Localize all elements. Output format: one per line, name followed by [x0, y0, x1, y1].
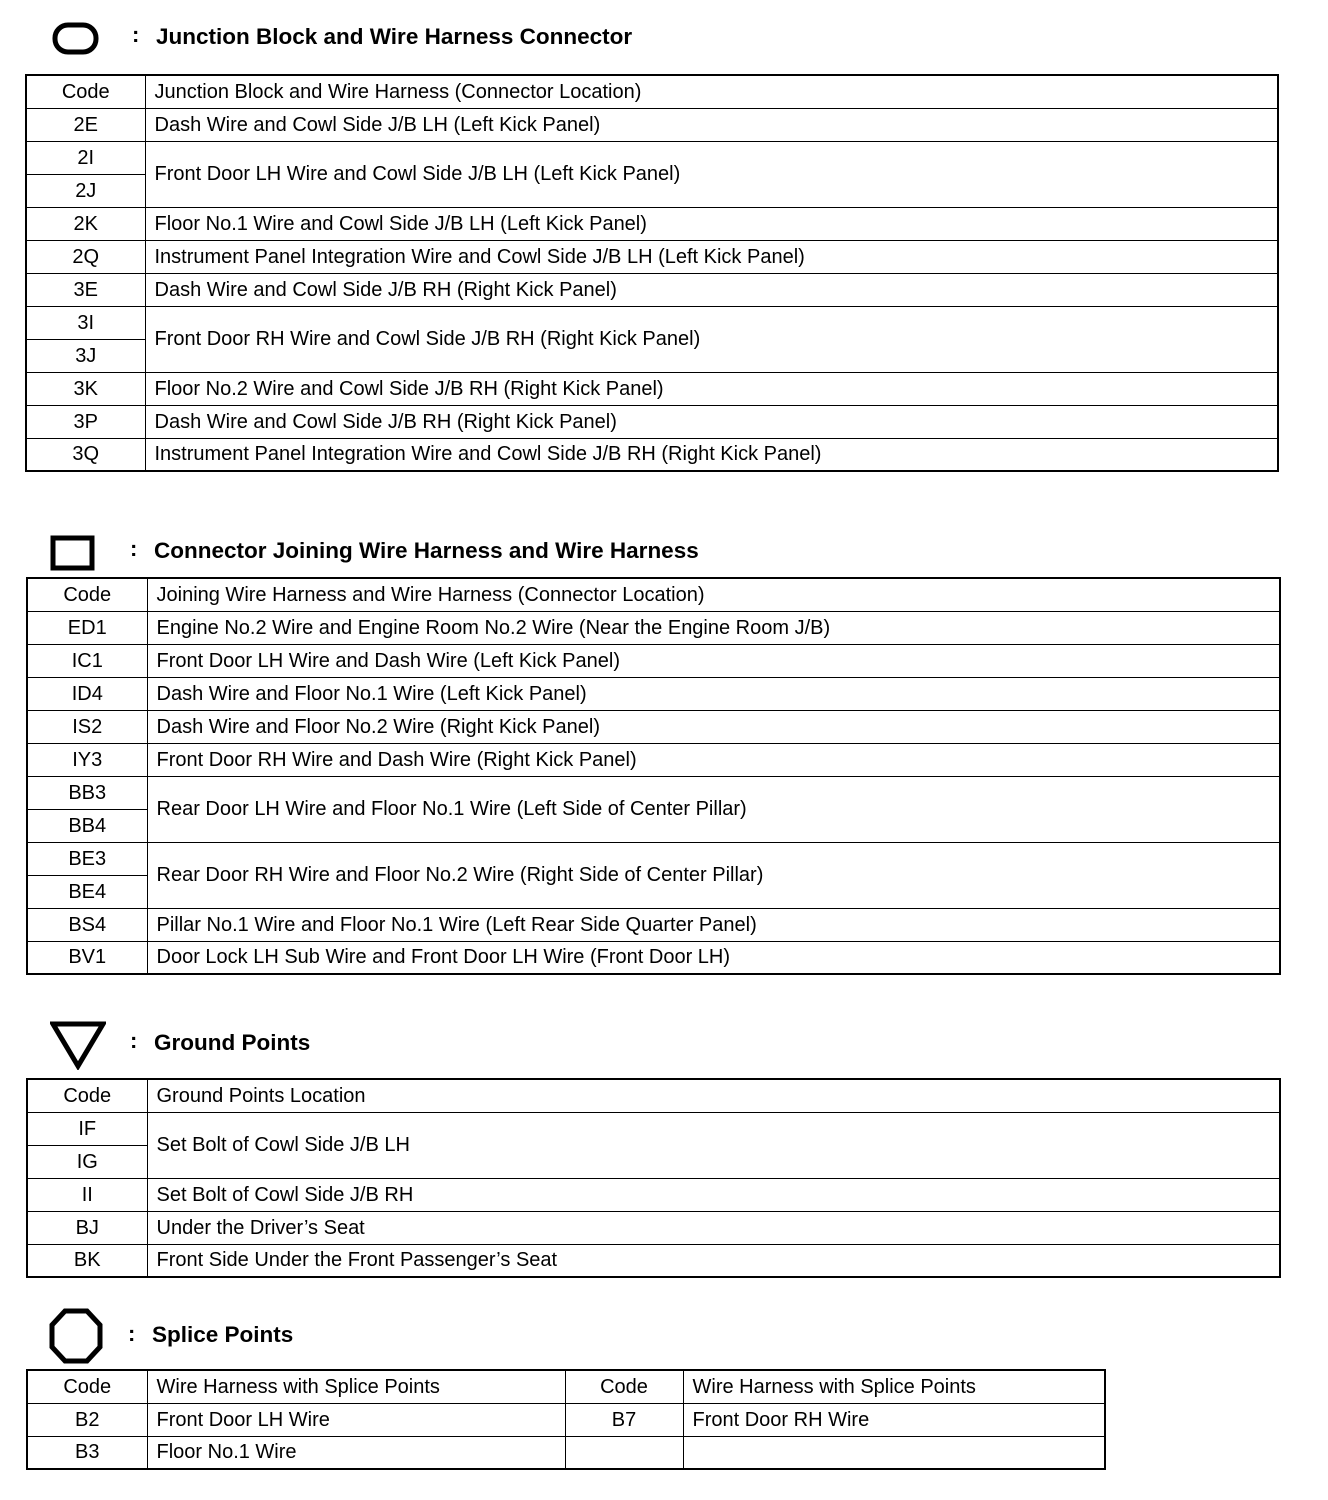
code-cell: IY3 [27, 743, 147, 776]
code-cell: 2I [26, 141, 145, 174]
location-cell: Instrument Panel Integration Wire and Cowl Side J/B RH (Right Kick Panel) [145, 438, 1278, 471]
table-row [27, 842, 1280, 875]
table-row [27, 710, 1280, 743]
code-cell: 2K [26, 207, 145, 240]
code-cell: 3P [26, 405, 145, 438]
location-cell: Floor No.2 Wire and Cowl Side J/B RH (Right Kick Panel) [145, 372, 1278, 405]
table-row [27, 941, 1280, 974]
location-cell: Set Bolt of Cowl Side J/B LH [147, 1112, 1280, 1178]
section-title: Junction Block and Wire Harness Connector [156, 24, 633, 49]
code-cell: 3J [26, 339, 145, 372]
location-cell: Front Door LH Wire and Cowl Side J/B LH (Left Kick Panel) [145, 141, 1278, 207]
code-cell: 2J [26, 174, 145, 207]
section-title: Splice Points [152, 1322, 294, 1347]
ground-points-table [26, 1078, 1281, 1278]
code-cell: BE4 [27, 875, 147, 908]
code-cell: IS2 [27, 710, 147, 743]
location-cell: Rear Door LH Wire and Floor No.1 Wire (Left Side of Center Pillar) [147, 776, 1280, 842]
table-row [26, 405, 1278, 438]
connector-joining-table [26, 577, 1281, 975]
table-row [27, 743, 1280, 776]
header-row [26, 75, 1278, 108]
table-row [27, 677, 1280, 710]
table-row [26, 273, 1278, 306]
header-code: Code [565, 1370, 683, 1403]
section-title: Ground Points [154, 1030, 311, 1055]
code-cell: B2 [27, 1403, 147, 1436]
code-cell: II [27, 1178, 147, 1211]
location-cell: Dash Wire and Cowl Side J/B RH (Right Kick Panel) [145, 405, 1278, 438]
section-head-splice-points: : Splice Points [48, 1308, 448, 1364]
header-code: Code [26, 75, 145, 108]
code-cell: BB3 [27, 776, 147, 809]
location-cell: Door Lock LH Sub Wire and Front Door LH Wire (Front Door LH) [147, 941, 1280, 974]
splice-points-table [26, 1369, 1106, 1470]
wire-harness-cell [683, 1436, 1105, 1469]
code-cell: B3 [27, 1436, 147, 1469]
table-row [27, 1436, 1105, 1469]
location-cell: Dash Wire and Floor No.2 Wire (Right Kick Panel) [147, 710, 1280, 743]
code-cell: 3E [26, 273, 145, 306]
table-row [27, 1211, 1280, 1244]
header-code: Code [27, 1370, 147, 1403]
section-title: Connector Joining Wire Harness and Wire Harness [154, 538, 699, 563]
header-description: Wire Harness with Splice Points [147, 1370, 565, 1403]
header-description: Junction Block and Wire Harness (Connector Location) [145, 75, 1278, 108]
section-head-ground-points: : Ground Points [50, 1020, 450, 1070]
header-row [27, 578, 1280, 611]
wire-harness-cell: Floor No.1 Wire [147, 1436, 565, 1469]
location-cell: Front Door LH Wire and Dash Wire (Left Kick Panel) [147, 644, 1280, 677]
code-cell: IG [27, 1145, 147, 1178]
header-description: Wire Harness with Splice Points [683, 1370, 1105, 1403]
table-row [26, 372, 1278, 405]
location-cell: Dash Wire and Cowl Side J/B RH (Right Kick Panel) [145, 273, 1278, 306]
table-row [26, 306, 1278, 339]
table-row [27, 611, 1280, 644]
code-cell: B7 [565, 1403, 683, 1436]
code-cell: IC1 [27, 644, 147, 677]
octagon-icon [48, 1308, 104, 1369]
table-row [26, 141, 1278, 174]
code-cell: ID4 [27, 677, 147, 710]
location-cell: Instrument Panel Integration Wire and Cowl Side J/B LH (Left Kick Panel) [145, 240, 1278, 273]
section-head-junction-block: : Junction Block and Wire Harness Connector [52, 20, 752, 60]
table-row [27, 1244, 1280, 1277]
location-cell: Front Door RH Wire and Dash Wire (Right Kick Panel) [147, 743, 1280, 776]
square-icon [50, 532, 98, 577]
code-cell: BE3 [27, 842, 147, 875]
code-cell: 3I [26, 306, 145, 339]
location-cell: Dash Wire and Floor No.1 Wire (Left Kick Panel) [147, 677, 1280, 710]
triangle-down-icon [50, 1020, 106, 1075]
location-cell: Dash Wire and Cowl Side J/B LH (Left Kick Panel) [145, 108, 1278, 141]
table-row [27, 908, 1280, 941]
table-row [27, 776, 1280, 809]
code-cell [565, 1436, 683, 1469]
table-row [27, 1403, 1105, 1436]
table-row [26, 240, 1278, 273]
location-cell: Engine No.2 Wire and Engine Room No.2 Wire (Near the Engine Room J/B) [147, 611, 1280, 644]
header-row [27, 1370, 1105, 1403]
header-code: Code [27, 1079, 147, 1112]
rounded-rect-icon [52, 20, 100, 61]
wire-harness-cell: Front Door LH Wire [147, 1403, 565, 1436]
table-row [27, 1178, 1280, 1211]
location-cell: Floor No.1 Wire and Cowl Side J/B LH (Left Kick Panel) [145, 207, 1278, 240]
location-cell: Rear Door RH Wire and Floor No.2 Wire (Right Side of Center Pillar) [147, 842, 1280, 908]
header-description: Ground Points Location [147, 1079, 1280, 1112]
code-cell: BK [27, 1244, 147, 1277]
table-row [26, 207, 1278, 240]
code-cell: 2E [26, 108, 145, 141]
header-description: Joining Wire Harness and Wire Harness (Connector Location) [147, 578, 1280, 611]
code-cell: BJ [27, 1211, 147, 1244]
table-row [27, 644, 1280, 677]
code-cell: IF [27, 1112, 147, 1145]
code-cell: 3K [26, 372, 145, 405]
table-row [26, 438, 1278, 471]
header-code: Code [27, 578, 147, 611]
wire-harness-cell: Front Door RH Wire [683, 1403, 1105, 1436]
code-cell: ED1 [27, 611, 147, 644]
code-cell: BV1 [27, 941, 147, 974]
section-head-connector-joining: : Connector Joining Wire Harness and Wire Harness [50, 532, 810, 572]
header-row [27, 1079, 1280, 1112]
code-cell: 2Q [26, 240, 145, 273]
location-cell: Front Door RH Wire and Cowl Side J/B RH (Right Kick Panel) [145, 306, 1278, 372]
table-row [27, 1112, 1280, 1145]
junction-block-table [25, 74, 1279, 472]
location-cell: Pillar No.1 Wire and Floor No.1 Wire (Left Rear Side Quarter Panel) [147, 908, 1280, 941]
code-cell: 3Q [26, 438, 145, 471]
table-row [26, 108, 1278, 141]
location-cell: Under the Driver’s Seat [147, 1211, 1280, 1244]
location-cell: Front Side Under the Front Passenger’s Seat [147, 1244, 1280, 1277]
code-cell: BS4 [27, 908, 147, 941]
location-cell: Set Bolt of Cowl Side J/B RH [147, 1178, 1280, 1211]
code-cell: BB4 [27, 809, 147, 842]
